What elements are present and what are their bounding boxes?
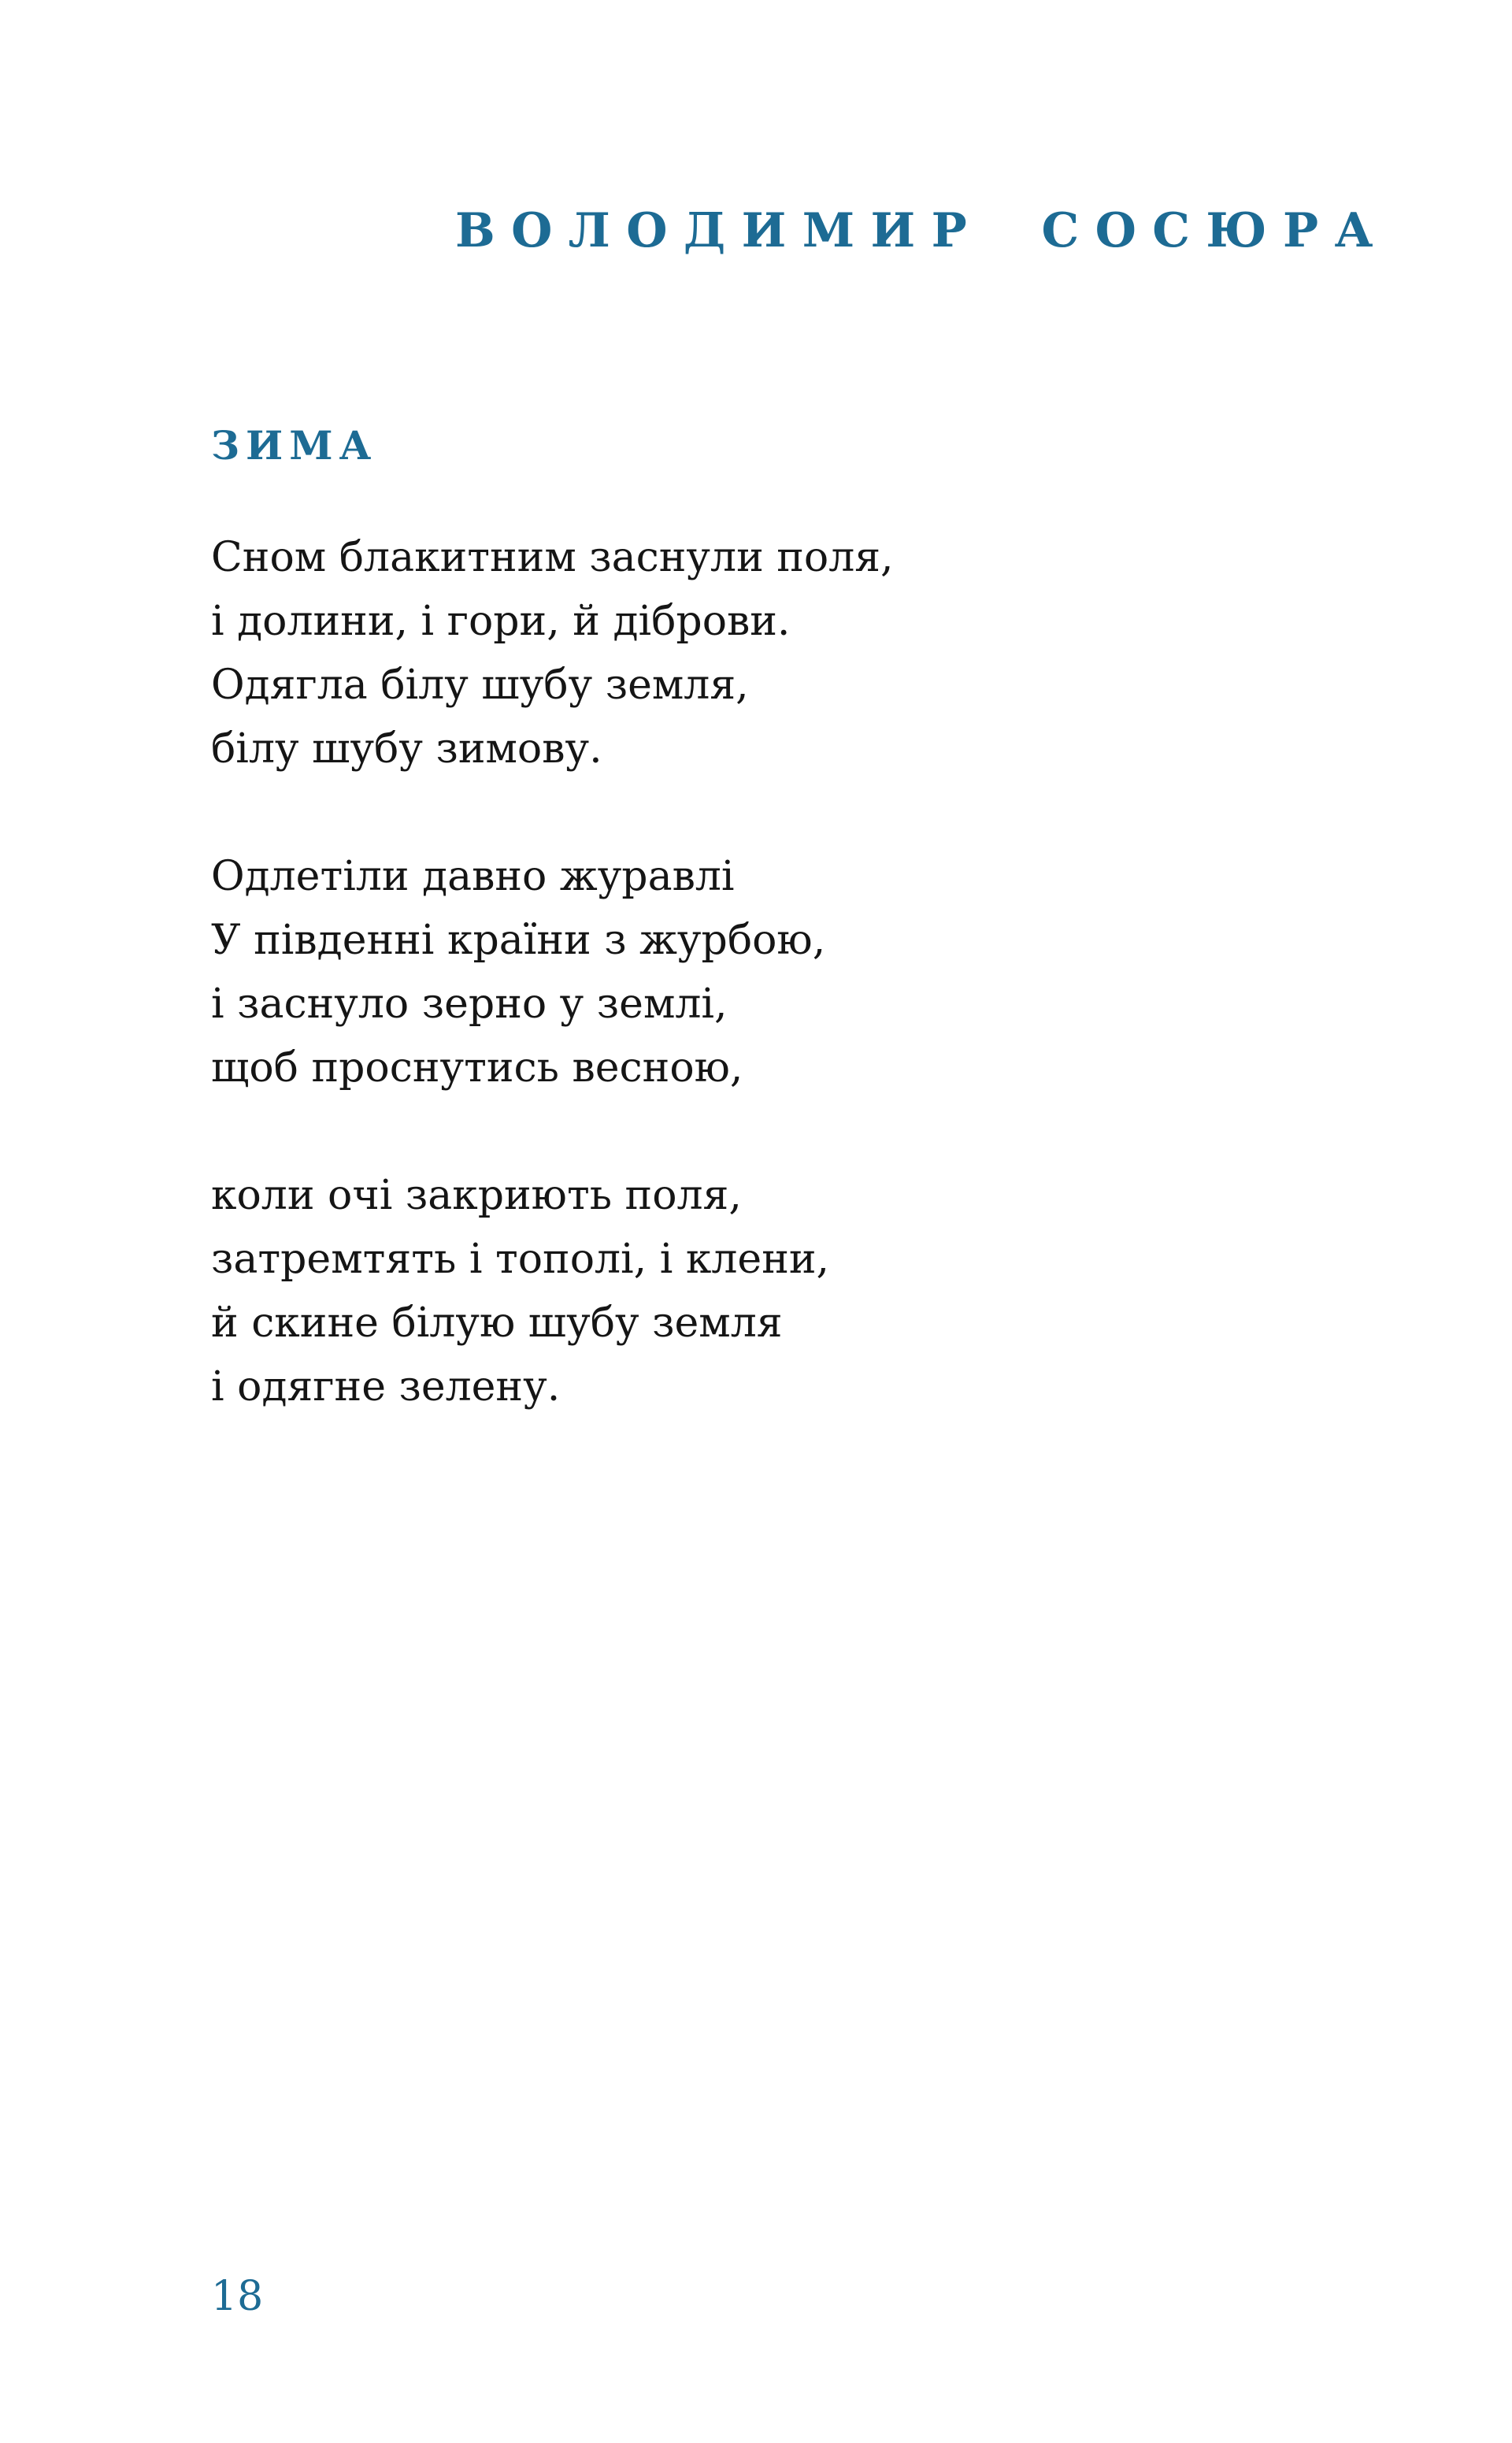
poem-body [211, 526, 894, 1483]
poem-line: Одягла білу шубу земля, [211, 662, 749, 709]
author-name-heading: ВОЛОДИМИР СОСЮРА [455, 203, 1389, 258]
poem-line: й скине білую шубу земля [211, 1299, 783, 1347]
stanza-2 [211, 845, 894, 1100]
stanza-3 [211, 1164, 894, 1419]
page-number: 18 [211, 2273, 264, 2320]
poem-line: і долини, і гори, й діброви. [211, 598, 791, 645]
poem-line: і одягне зелену. [211, 1363, 561, 1411]
poem-line: Одлетіли давно журавлі [211, 853, 735, 900]
poem-line: У південні країни з журбою, [211, 917, 826, 964]
poem-line: затремтять і тополі, і клени, [211, 1236, 830, 1283]
stanza-1 [211, 526, 894, 781]
poem-title: ЗИМА [211, 422, 378, 469]
poem-line: і заснуло зерно у землі, [211, 981, 728, 1028]
poem-line: Сном блакитним заснули поля, [211, 534, 894, 581]
poem-line: коли очі закриють поля, [211, 1172, 742, 1219]
poem-line: білу шубу зимову. [211, 725, 602, 773]
poem-line: щоб проснутись весною, [211, 1044, 743, 1092]
